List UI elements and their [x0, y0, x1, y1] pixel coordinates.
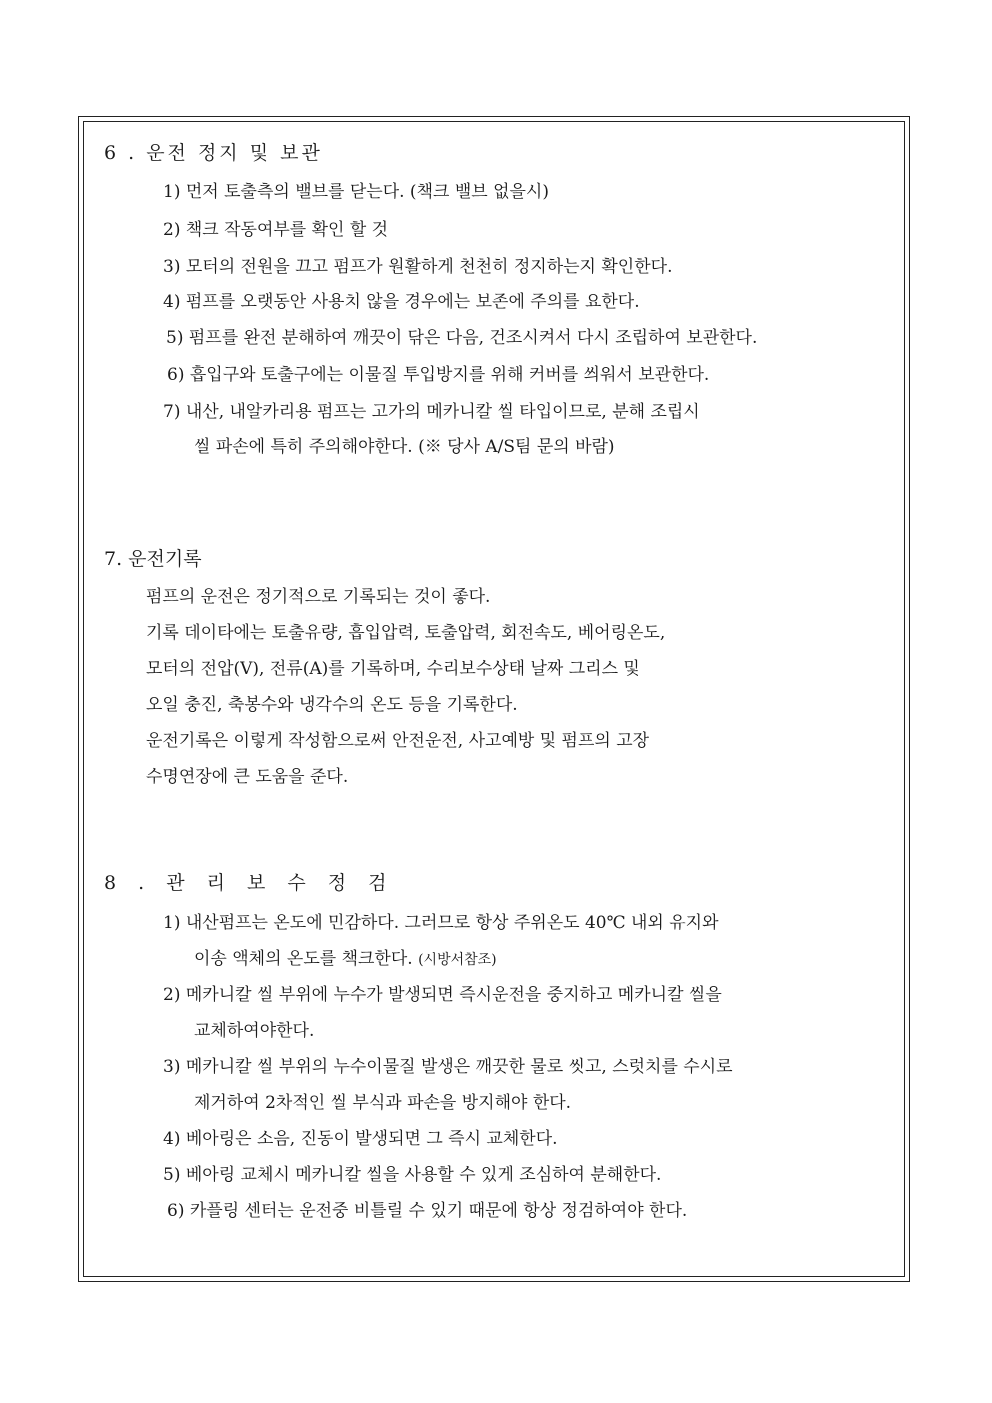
section-7-line: 기록 데이타에는 토출유량, 흡입압력, 토출압력, 회전속도, 베어링온도, [146, 623, 666, 643]
section-7-title: 7. 운전기록 [104, 548, 202, 570]
section-7-line: 펌프의 운전은 정기적으로 기록되는 것이 좋다. [146, 587, 491, 607]
section-6-item: 6) 흡입구와 토출구에는 이물질 투입방지를 위해 커버를 씌워서 보관한다. [167, 365, 710, 385]
section-6-title: 6 . 운전 정지 및 보관 [104, 142, 323, 164]
section-8-item: 6) 카플링 센터는 운전중 비틀릴 수 있기 때문에 항상 정검하여야 한다. [167, 1201, 688, 1221]
section-6-item: 2) 책크 작동여부를 확인 할 것 [163, 220, 389, 240]
section-8-item: 4) 베아링은 소음, 진동이 발생되면 그 즉시 교체한다. [163, 1129, 558, 1149]
section-7-line: 수명연장에 큰 도움을 준다. [146, 767, 349, 787]
section-7-line: 운전기록은 이렇게 작성함으로써 안전운전, 사고예방 및 펌프의 고장 [146, 731, 650, 751]
section-6-item: 4) 펌프를 오랫동안 사용치 않을 경우에는 보존에 주의를 요한다. [163, 292, 640, 312]
section-7-line: 모터의 전압(V), 전류(A)를 기록하며, 수리보수상태 날짜 그리스 및 [146, 659, 640, 679]
section-6-item: 3) 모터의 전원을 끄고 펌프가 원활하게 천천히 정지하는지 확인한다. [163, 257, 673, 277]
section-8-item-continued [194, 948, 497, 971]
section-8-item-text: 이송 액체의 온도를 책크한다. [194, 949, 413, 969]
section-6-item-continued: 씰 파손에 특히 주의해야한다. (※ 당사 A/S팀 문의 바람) [194, 437, 615, 457]
section-7-line: 오일 충진, 축봉수와 냉각수의 온도 등을 기록한다. [146, 695, 518, 715]
section-6-item: 1) 먼저 토출측의 밸브를 닫는다. (책크 밸브 없을시) [163, 182, 549, 202]
section-8-item: 5) 베아링 교체시 메카니칼 씰을 사용할 수 있게 조심하여 분해한다. [163, 1165, 662, 1185]
spec-reference-note: (시방서참조) [418, 952, 497, 968]
section-8-item-continued: 제거하여 2차적인 씰 부식과 파손을 방지해야 한다. [194, 1093, 572, 1113]
section-6-item: 5) 펌프를 완전 분해하여 깨끗이 닦은 다음, 건조시켜서 다시 조립하여 보관한다. [166, 328, 758, 348]
section-8-item: 1) 내산펌프는 온도에 민감하다. 그러므로 항상 주위온도 40℃ 내외 유지와 [163, 913, 719, 933]
section-8-item-continued: 교체하여야한다. [194, 1021, 315, 1041]
section-8-title: 8 . 관 리 보 수 정 검 [104, 872, 395, 894]
section-8-item: 2) 메카니칼 씰 부위에 누수가 발생되면 즉시운전을 중지하고 메카니칼 씰을 [163, 985, 722, 1005]
section-6-item: 7) 내산, 내알카리용 펌프는 고가의 메카니칼 씰 타입이므로, 분해 조립시 [163, 402, 700, 422]
section-8-item: 3) 메카니칼 씰 부위의 누수이물질 발생은 깨끗한 물로 씻고, 스럿치를 수시로 [163, 1057, 733, 1077]
